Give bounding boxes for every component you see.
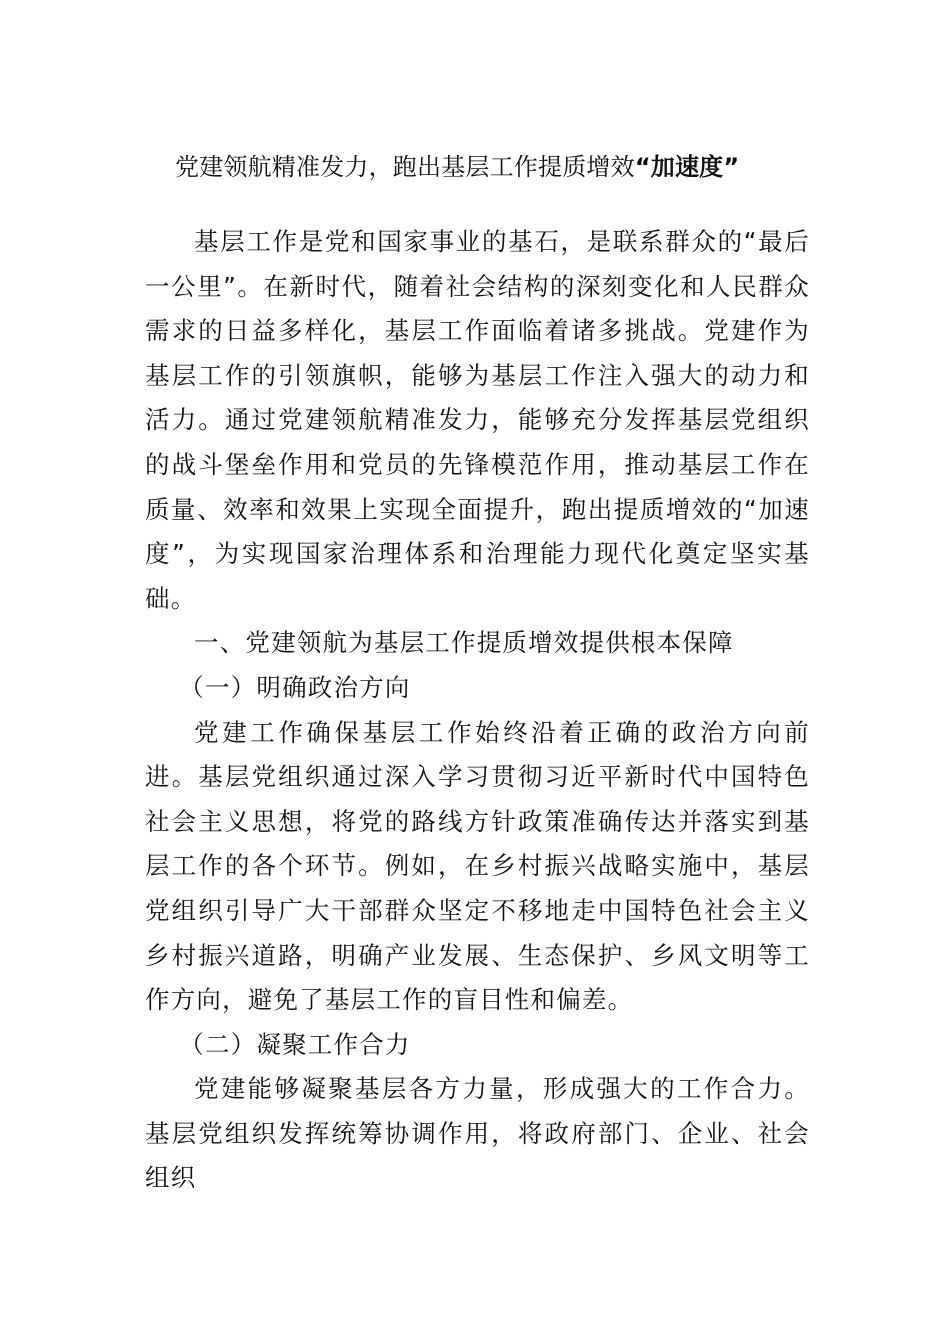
subsection-1-heading: （一）明确政治方向 bbox=[179, 672, 411, 702]
subsection-2-heading: （二）凝聚工作合力 bbox=[179, 1029, 411, 1059]
document-title bbox=[175, 137, 810, 197]
subsection-2-paragraph: 党建能够凝聚基层各方力量，形成强大的工作合力。基层党组织发挥统筹协调作用，将政府部门、企业、社会组织 bbox=[145, 1074, 810, 1193]
subsection-1-paragraph: 党建工作确保基层工作始终沿着正确的政治方向前进。基层党组织通过深入学习贯彻习近平新时代中国特色社会主义思想，将党的路线方针政策准确传达并落实到基层工作的各个环节。例如，在乡村振兴战略实施中，基层党组织引导广大干部群众坚定不移地走中国特色社会主义乡村振兴道路，明确产业发展、生态保护、乡风文明等工作方向，避免了基层工作的盲目性和偏差。 bbox=[145, 717, 810, 1015]
document-page bbox=[145, 137, 810, 1201]
title-quote: “加速度” bbox=[634, 153, 740, 181]
title-main: 党建领航精准发力，跑出基层工作提质增效 bbox=[175, 153, 635, 181]
section-1-heading: 一、党建领航为基层工作提质增效提供根本保障 bbox=[194, 628, 734, 658]
title-spacer bbox=[145, 197, 810, 220]
intro-paragraph: 基层工作是党和国家事业的基石，是联系群众的“最后一公里”。在新时代，随着社会结构的深刻变化和人民群众需求的日益多样化，基层工作面临着诸多挑战。党建作为基层工作的引领旗帜，能够为基层工作注入强大的动力和活力。通过党建领航精准发力，能够充分发挥基层党组织的战斗堡垒作用和党员的先锋模范作用，推动基层工作在质量、效率和效果上实现全面提升，跑出提质增效的“加速度”，为实现国家治理体系和治理能力现代化奠定坚实基础。 bbox=[145, 227, 810, 613]
